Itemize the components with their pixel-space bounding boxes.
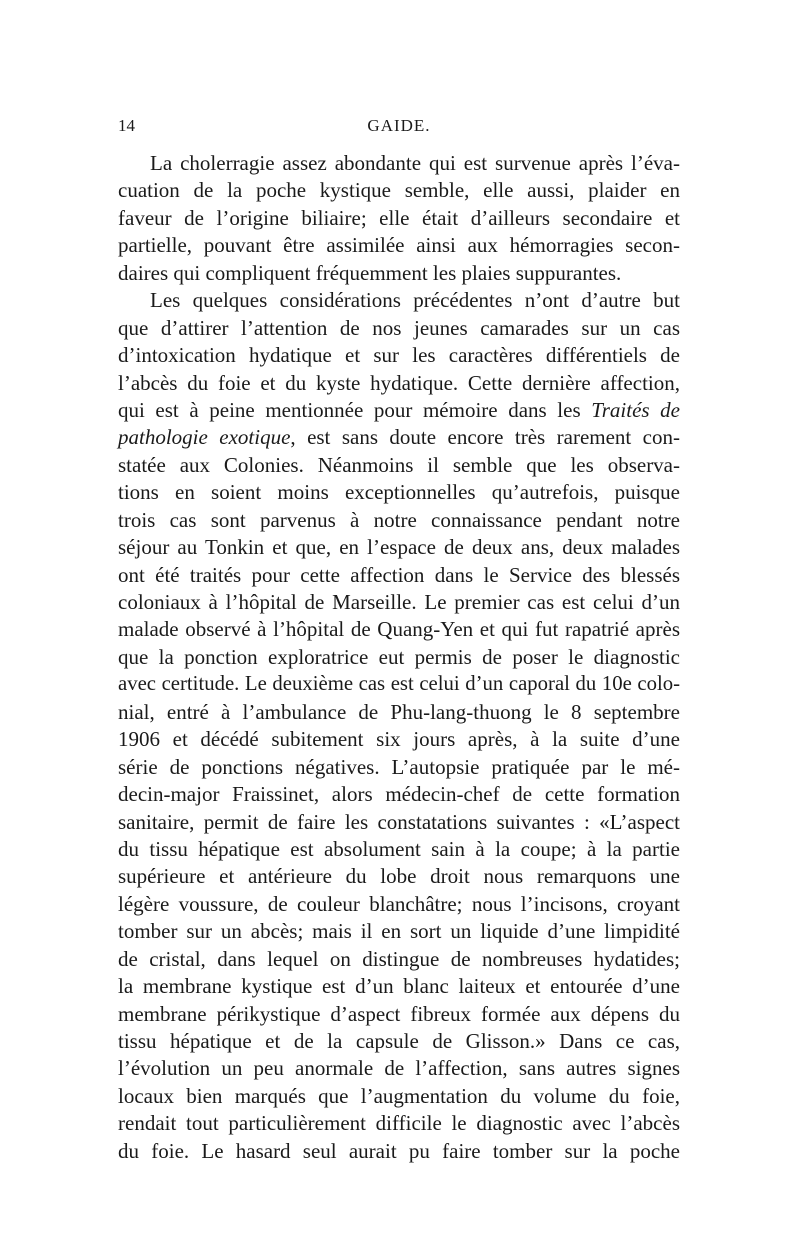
text-line	[118, 260, 680, 287]
italic-title: pathologie exotique	[118, 425, 291, 450]
text-line	[118, 452, 680, 479]
body-text	[118, 150, 680, 1165]
text-line	[118, 836, 680, 863]
text-line	[118, 1055, 680, 1082]
text-line	[118, 205, 680, 232]
text-line	[118, 315, 680, 342]
text-segment: du tissu hépatique est absolument sain à la coupe; à la partie	[118, 836, 680, 861]
text-segment: daires qui compliquent fréquemment les plaies suppurantes.	[118, 260, 622, 285]
text-segment: 1906 et décédé subitement six jours après, à la suite d’une	[118, 727, 680, 752]
text-line	[118, 1138, 680, 1165]
text-segment: statée aux Colonies. Néanmoins il semble que les observa-	[118, 452, 680, 477]
text-line	[118, 644, 680, 671]
text-segment: trois cas sont parvenus à notre connaissance pendant notre	[118, 507, 680, 532]
text-line	[118, 754, 680, 781]
text-segment: de cristal, dans lequel on distingue de nombreuses hydatides;	[118, 946, 680, 971]
text-segment: nial, entré à l’ambulance de Phu-lang-thuong le 8 septembre	[118, 699, 680, 724]
text-segment: tissu hépatique et de la capsule de Glisson.» Dans ce cas,	[118, 1029, 680, 1053]
text-line	[118, 918, 680, 945]
page-header	[118, 116, 680, 140]
text-line	[118, 1028, 680, 1055]
text-segment: que la ponction exploratrice eut permis de poser le diagnostic	[118, 644, 680, 669]
text-line	[118, 150, 680, 177]
text-segment: sanitaire, permit de faire les constatations suivantes : «L’aspect	[118, 809, 680, 834]
text-segment: que d’attirer l’attention de nos jeunes camarades sur un cas	[118, 315, 680, 340]
text-line	[118, 616, 680, 643]
text-line	[118, 479, 680, 506]
text-segment: d’intoxication hydatique et sur les caractères différentiels de	[118, 343, 680, 368]
text-segment: partielle, pouvant être assimilée ainsi aux hémorragies secon-	[118, 233, 680, 258]
text-segment: decin-major Fraissinet, alors médecin-chef de cette formation	[118, 782, 680, 807]
text-line	[118, 891, 680, 918]
text-line	[118, 370, 680, 397]
text-segment: avec certitude. Le deuxième cas est celui d’un caporal du 10e colo-	[118, 673, 680, 696]
text-segment: série de ponctions négatives. L’autopsie pratiquée par le mé-	[118, 754, 680, 779]
text-line	[118, 507, 680, 534]
text-segment: légère voussure, de couleur blanchâtre; nous l’incisons, croyant	[118, 891, 680, 916]
text-segment: l’abcès du foie et du kyste hydatique. Cette dernière affection,	[118, 370, 680, 395]
page-number: 14	[118, 116, 135, 135]
text-segment: tions en soient moins exceptionnelles qu’autrefois, puisque	[118, 480, 680, 505]
text-line	[118, 1083, 680, 1110]
text-segment: cuation de la poche kystique semble, elle aussi, plaider en	[118, 178, 680, 203]
italic-title: Traités de	[591, 397, 680, 422]
text-segment: du foie. Le hasard seul aurait pu faire tomber sur la poche	[118, 1138, 680, 1163]
text-line	[118, 177, 680, 204]
running-head: GAIDE.	[367, 116, 431, 135]
text-segment: la membrane kystique est d’un blanc laiteux et entourée d’une	[118, 974, 680, 999]
text-segment: La cholerragie assez abondante qui est survenue après l’éva-	[150, 151, 680, 175]
text-line	[118, 809, 680, 836]
text-segment: séjour au Tonkin et que, en l’espace de deux ans, deux malades	[118, 535, 680, 560]
text-line	[118, 863, 680, 890]
text-line	[118, 397, 680, 424]
text-segment: qui est à peine mentionnée pour mémoire dans les	[118, 397, 592, 422]
text-line	[118, 1110, 680, 1137]
text-segment: coloniaux à l’hôpital de Marseille. Le premier cas est celui d’un	[118, 590, 680, 614]
text-segment: tomber sur un abcès; mais il en sort un liquide d’une limpidité	[118, 919, 680, 944]
text-segment: , est sans doute encore très rarement con-	[290, 425, 680, 450]
text-line	[118, 534, 680, 561]
text-line	[118, 1001, 680, 1028]
text-segment: membrane périkystique d’aspect fibreux formée aux dépens du	[118, 1001, 680, 1026]
text-segment: l’évolution un peu anormale de l’affection, sans autres signes	[118, 1056, 680, 1081]
text-line	[118, 589, 680, 616]
text-segment: rendait tout particulièrement difficile le diagnostic avec l’abcès	[118, 1111, 680, 1136]
text-line	[118, 671, 680, 698]
text-segment: Les quelques considérations précédentes n’ont d’autre but	[150, 288, 680, 313]
text-line	[118, 946, 680, 973]
text-segment: malade observé à l’hôpital de Quang-Yen et qui fut rapatrié après	[118, 617, 680, 642]
text-line	[118, 232, 680, 259]
text-line	[118, 781, 680, 808]
text-segment: ont été traités pour cette affection dans le Service des blessés	[118, 562, 680, 587]
text-segment: faveur de l’origine biliaire; elle était d’ailleurs secondaire et	[118, 205, 680, 230]
text-line	[118, 726, 680, 753]
text-line	[118, 699, 680, 726]
text-line	[118, 973, 680, 1000]
text-line	[118, 287, 680, 314]
text-segment: supérieure et antérieure du lobe droit nous remarquons une	[118, 864, 680, 889]
text-segment: locaux bien marqués que l’augmentation du volume du foie,	[118, 1083, 680, 1108]
text-line	[118, 342, 680, 369]
text-line	[118, 562, 680, 589]
text-line	[118, 424, 680, 451]
